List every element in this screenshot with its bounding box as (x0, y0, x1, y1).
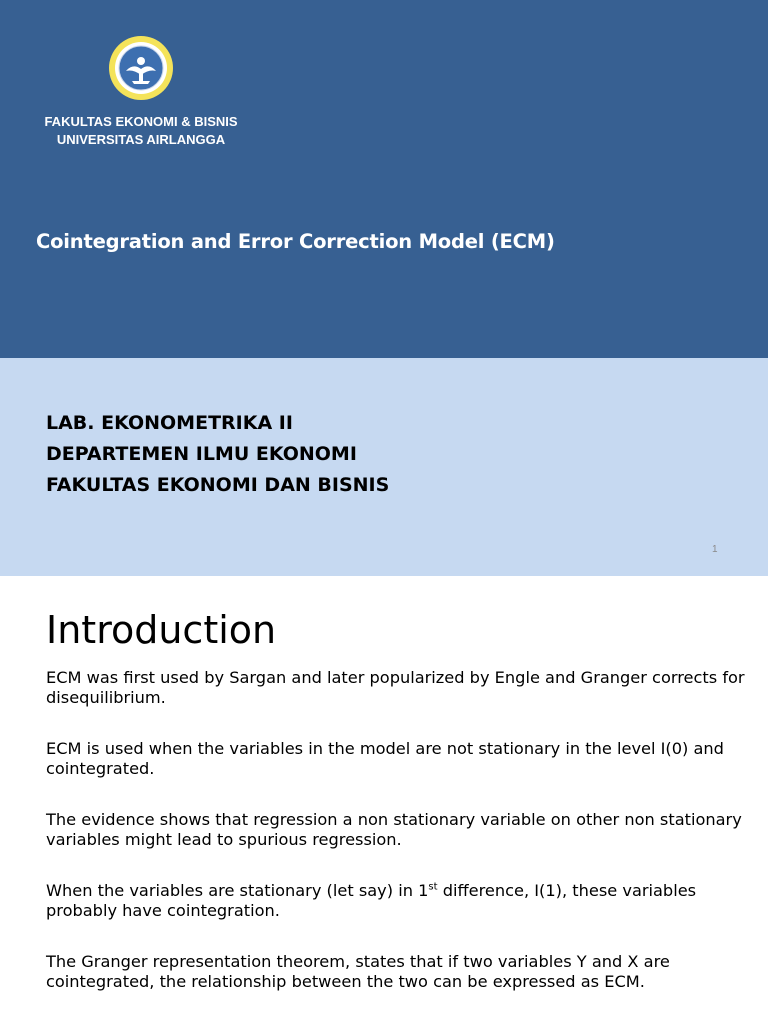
intro-body (46, 668, 746, 1023)
paragraph-5: The Granger representation theorem, states that if two variables Y and X are cointegrated, the relationship between the two can be expressed as ECM. (46, 952, 670, 991)
paragraph-2: ECM is used when the variables in the model are not stationary in the level I(0) and cointegrated. (46, 739, 724, 778)
lab-info (46, 408, 389, 501)
introduction-slide (0, 576, 768, 1024)
faculty-line-2: UNIVERSITAS AIRLANGGA (56, 132, 226, 147)
slide-title: Cointegration and Error Correction Model (ECM) (36, 230, 555, 253)
slide-number: 1 (712, 544, 718, 555)
header-band (0, 0, 768, 358)
paragraph-4-start: When the variables are stationary (let say) in 1 (46, 881, 429, 900)
paragraph-4 (46, 881, 746, 921)
university-seal-icon (108, 35, 174, 101)
paragraph-4-superscript: st (428, 881, 438, 893)
paragraph-1: ECM was first used by Sargan and later popularized by Engle and Granger corrects for disequilibrium. (46, 668, 745, 707)
intro-title: Introduction (46, 608, 277, 652)
lab-line-2: DEPARTEMEN ILMU EKONOMI (46, 443, 357, 465)
lab-line-1: LAB. EKONOMETRIKA II (46, 412, 293, 434)
paragraph-4-end: difference, I(1), these variables probably have cointegration. (46, 881, 697, 920)
faculty-line-1: FAKULTAS EKONOMI & BISNIS (44, 114, 238, 129)
faculty-name (0, 113, 282, 149)
paragraph-3: The evidence shows that regression a non stationary variable on other non stationary variables might lead to spurious regression. (46, 810, 742, 849)
lab-line-3: FAKULTAS EKONOMI DAN BISNIS (46, 474, 390, 496)
